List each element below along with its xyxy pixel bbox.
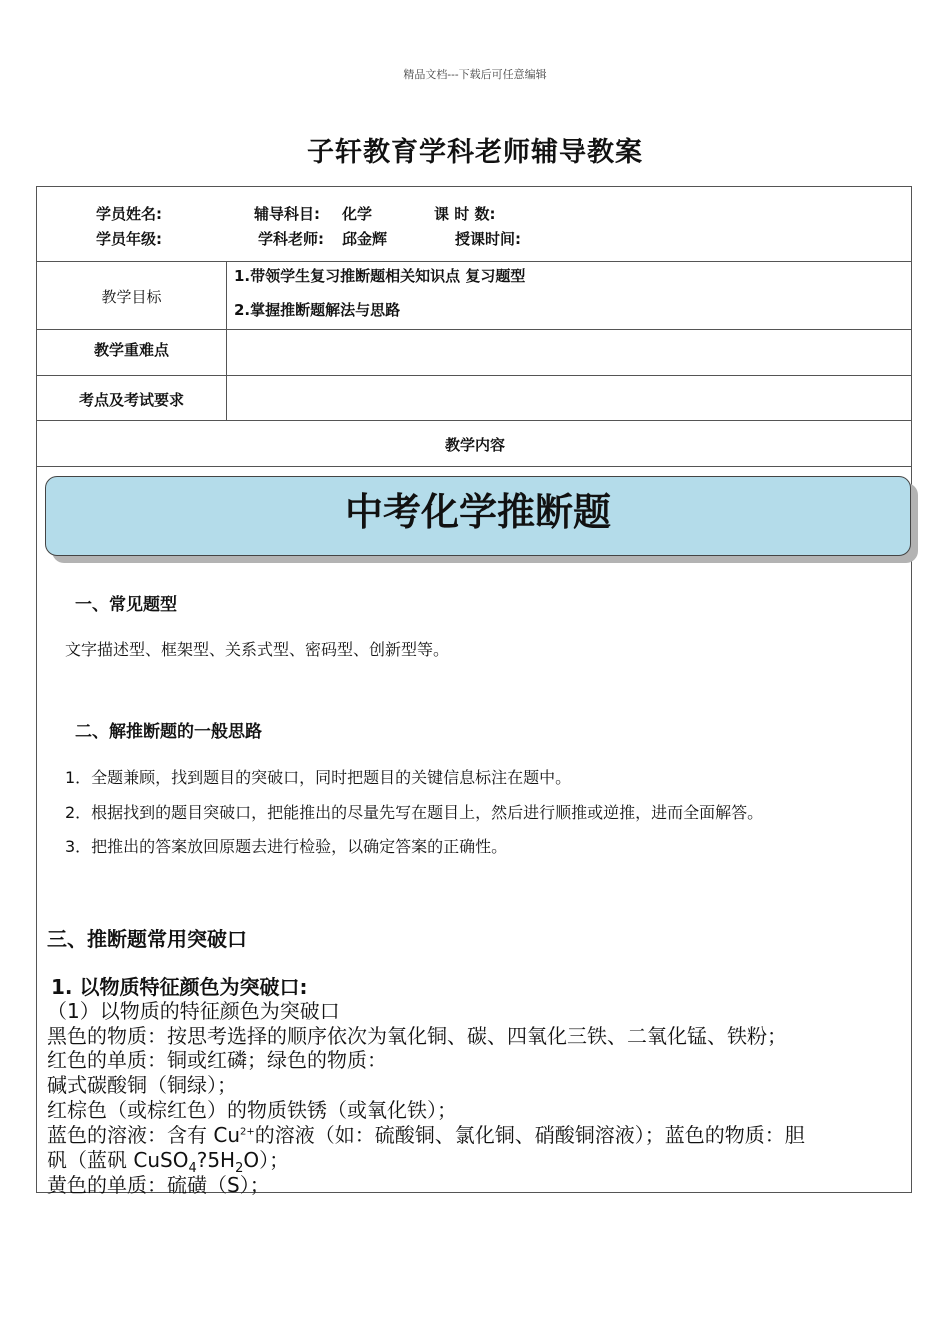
section-heading-general-approach: 二、解推断题的一般思路: [75, 722, 262, 742]
blue-line-text: 的溶液（如：硫酸铜、氯化铜、硝酸铜溶液）；蓝色的物质：胆: [254, 1123, 805, 1147]
section-heading-question-types: 一、常见题型: [75, 595, 177, 615]
approach-step: 1．全题兼顾，找到题目的突破口，同时把题目的关键信息标注在题中。: [65, 768, 572, 787]
subsection-color-intro: （1）以物质的特征颜色为突破口: [47, 999, 340, 1023]
teacher-value: 邱金辉: [342, 230, 388, 248]
teaching-goal-label: 教学目标: [101, 288, 162, 306]
color-line: 黄色的单质：硫磺（S）；: [47, 1173, 270, 1197]
student-grade-label: 学员年级:: [96, 230, 162, 248]
section-heading-breakthrough-points: 三、推断题常用突破口: [47, 927, 247, 951]
color-line: 红色的单质：铜或红磷；绿色的物质：: [47, 1048, 387, 1072]
teacher-label: 学科老师:: [258, 230, 324, 248]
vitriol-text: O）；: [243, 1148, 290, 1172]
vitriol-text: ?5H: [196, 1148, 236, 1172]
approach-step: 2．根据找到的题目突破口，把能推出的尽量先写在题目上，然后进行顺推或逆推，进而全面解答。: [65, 803, 764, 822]
table-divider: [37, 329, 911, 330]
formula-subscript: 4: [188, 1161, 197, 1176]
exam-requirements-label: 考点及考试要求: [78, 391, 184, 409]
table-divider: [37, 466, 911, 467]
table-divider: [37, 420, 911, 421]
color-line: 碱式碳酸铜（铜绿）；: [47, 1073, 237, 1097]
teaching-goal-2: 2.掌握推断题解法与思路: [234, 301, 401, 319]
color-line: 黑色的物质：按思考选择的顺序依次为氧化铜、碳、四氧化三铁、二氧化锰、铁粉；: [47, 1024, 787, 1048]
class-time-label: 授课时间:: [455, 230, 521, 248]
hours-label: 课 时 数:: [434, 205, 496, 223]
blue-line-text: 蓝色的溶液：含有 Cu: [47, 1123, 240, 1147]
question-types-text: 文字描述型、框架型、关系式型、密码型、创新型等。: [65, 640, 450, 659]
vitriol-text: 矾（蓝矾 CuSO: [47, 1148, 189, 1172]
student-name-label: 学员姓名:: [96, 205, 162, 223]
color-line: 红棕色（或棕红色）的物质铁锈（或氧化铁）；: [47, 1098, 457, 1122]
table-column-divider: [226, 261, 227, 420]
teaching-content-label: 教学内容: [444, 436, 505, 454]
lesson-plan-table: [36, 186, 912, 1197]
topic-banner: [45, 476, 911, 556]
ion-charge: 2+: [240, 1126, 255, 1138]
table-divider: [37, 375, 911, 376]
subject-value: 化学: [342, 205, 373, 223]
formula-subscript: 2: [235, 1161, 244, 1176]
table-divider: [37, 261, 911, 262]
approach-step: 3．把推出的答案放回原题去进行检验，以确定答案的正确性。: [65, 837, 508, 856]
subject-label: 辅导科目:: [254, 205, 320, 223]
document-title: 子轩教育学科老师辅导教案: [307, 137, 643, 168]
subsection-heading-color: 1. 以物质特征颜色为突破口:: [51, 975, 308, 999]
banner-title: 中考化学推断题: [344, 490, 611, 534]
watermark-text: 精品文档---下载后可任意编辑: [403, 68, 547, 81]
key-difficulty-label: 教学重难点: [93, 341, 169, 359]
teaching-goal-1: 1.带领学生复习推断题相关知识点 复习题型: [234, 267, 526, 285]
